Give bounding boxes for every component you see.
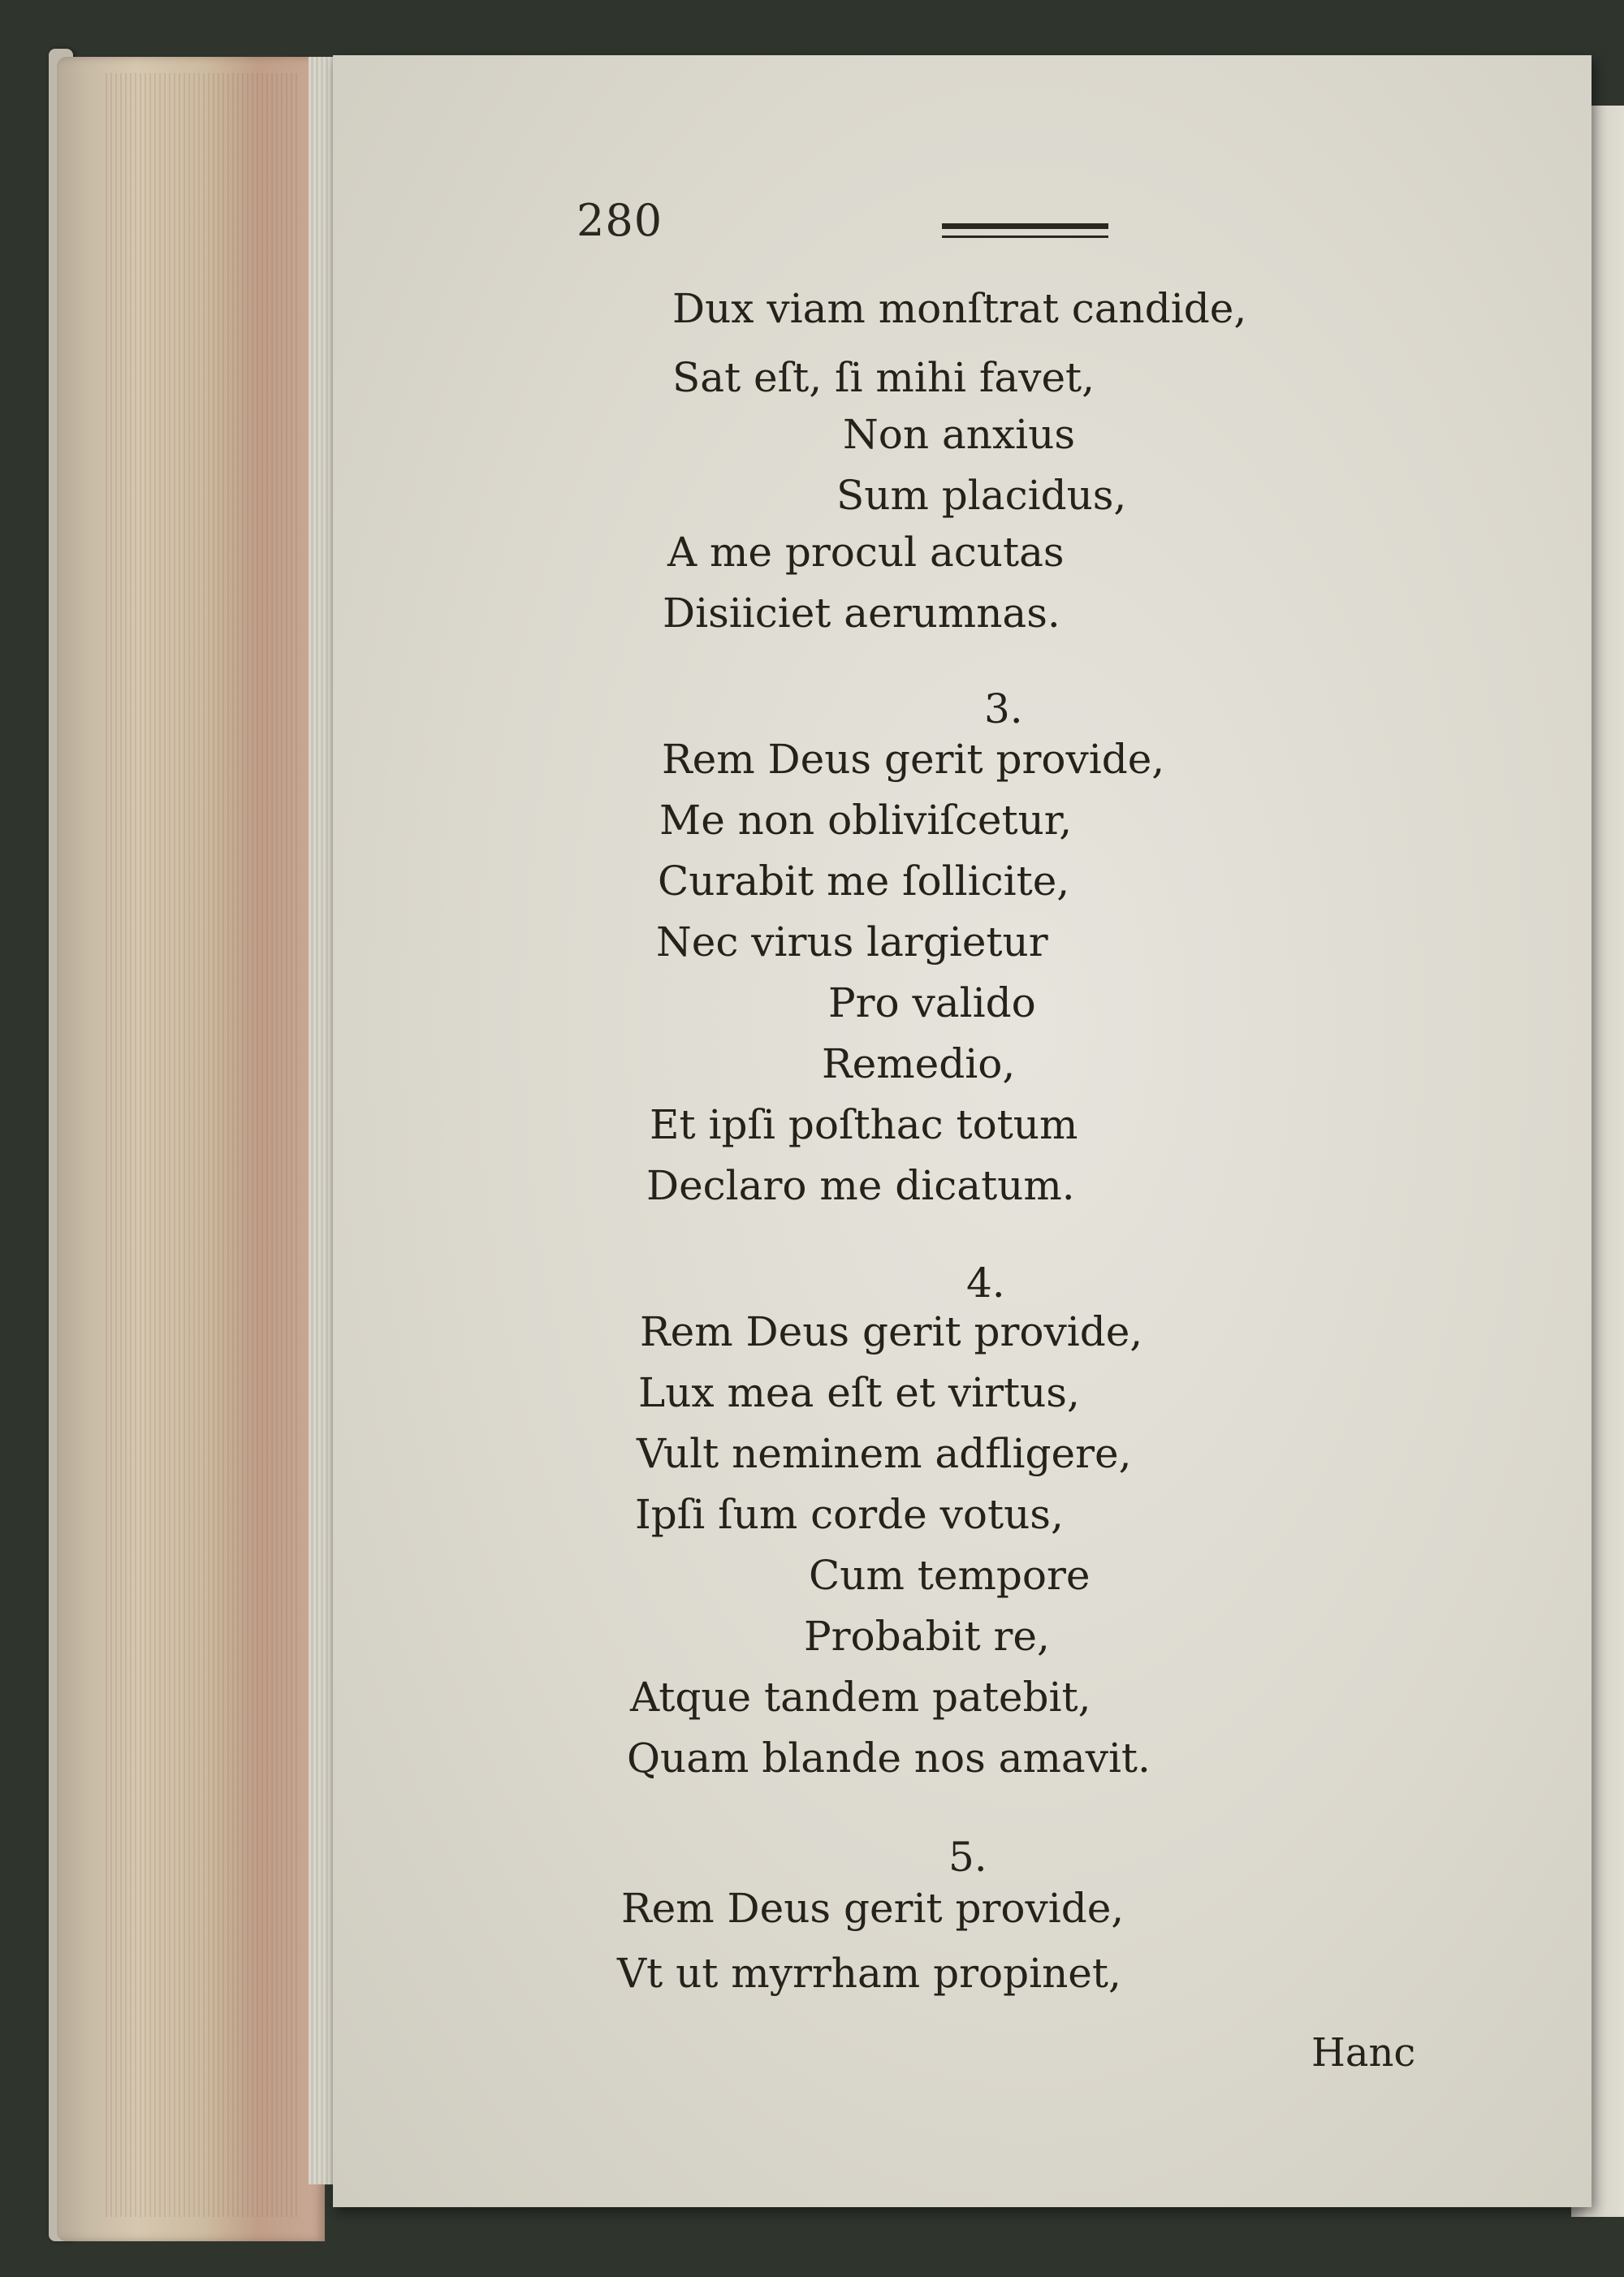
verse-line: Pro valido: [828, 979, 1036, 1026]
book-fore-edge: [57, 57, 325, 2241]
verse-line: Vult neminem adfligere,: [637, 1430, 1132, 1477]
stanza-number: 4.: [966, 1259, 1005, 1307]
page-number: 280: [577, 195, 663, 246]
verse-line: Rem Deus gerit provide,: [662, 736, 1165, 783]
verse-line: Cum tempore: [809, 1552, 1091, 1599]
verse-line: Lux mea eſt et virtus,: [638, 1369, 1080, 1416]
stanza-number: 5.: [948, 1834, 987, 1881]
verse-line: Disiiciet aerumnas.: [663, 590, 1060, 637]
verse-line: Sum placidus,: [836, 472, 1127, 519]
verse-line: Quam blande nos amavit.: [627, 1735, 1151, 1782]
verse-line: Rem Deus gerit provide,: [640, 1308, 1143, 1355]
verse-line: Curabit me ſollicite,: [658, 858, 1070, 905]
verse-line: Ipſi ſum corde votus,: [635, 1491, 1064, 1538]
verse-line: A me procul acutas: [667, 529, 1065, 576]
verse-line: Vt ut myrrham propinet,: [617, 1950, 1121, 1997]
verse-line: Declaro me dicatum.: [646, 1162, 1075, 1209]
verse-line: Rem Deus gerit provide,: [621, 1885, 1125, 1932]
verse-line: Non anxius: [843, 411, 1076, 458]
verse-line: Sat eſt, ſi mihi favet,: [672, 354, 1095, 401]
verse-line: Nec virus largietur: [656, 918, 1048, 966]
verse-line: Atque tandem patebit,: [630, 1674, 1091, 1721]
header-rule: [942, 223, 1108, 238]
verse-line: Remedio,: [822, 1040, 1016, 1087]
verse-line: Me non obliviſcetur,: [659, 797, 1073, 844]
verse-line: Dux viam monſtrat candide,: [672, 285, 1247, 332]
stanza-number: 3.: [984, 685, 1023, 732]
verse-line: Probabit re,: [804, 1613, 1050, 1660]
catchword: Hanc: [1311, 2030, 1416, 2076]
verse-line: Et ipſi poſthac totum: [650, 1101, 1078, 1148]
